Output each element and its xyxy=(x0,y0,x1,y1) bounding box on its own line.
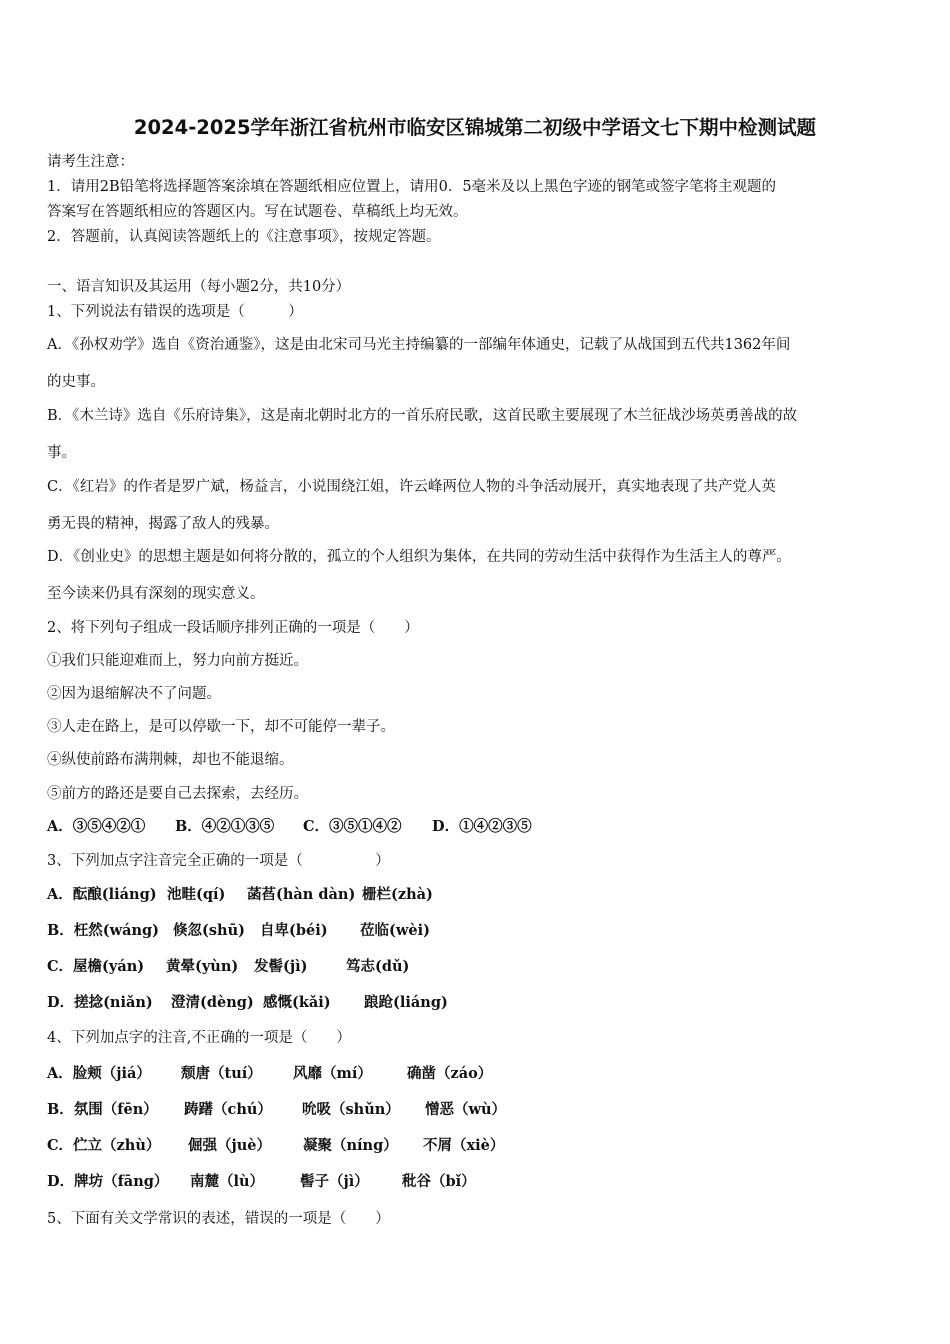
word: D．搓捻(niǎn) xyxy=(47,994,153,1011)
word: 池畦(qí) xyxy=(167,886,226,903)
question-stem: 3、下列加点字注音完全正确的一项是（ ） xyxy=(47,853,390,869)
option-line xyxy=(47,885,433,905)
question-stem: 1、下列说法有错误的选项是（ ） xyxy=(47,304,303,320)
word: 憎恶（wù） xyxy=(425,1101,507,1118)
word: 黄晕(yùn) xyxy=(166,958,239,975)
option-c: C．③⑤①④② xyxy=(303,818,402,835)
option-line xyxy=(47,1100,506,1120)
sentence-line: ④纵使前路布满荆棘，却也不能退缩。 xyxy=(47,752,294,768)
word: 踉跄(liáng) xyxy=(364,994,448,1011)
notice-line: 1．请用2B铅笔将选择题答案涂填在答题纸相应位置上，请用0．5毫米及以上黑色字迹的钢笔或签字笔将主观题的 xyxy=(47,179,777,195)
word: 莅临(wèi) xyxy=(360,922,430,939)
option-line: 勇无畏的精神，揭露了敌人的残暴。 xyxy=(47,516,279,532)
question-stem: 4、下列加点字的注音,不正确的一项是（ ） xyxy=(47,1030,351,1046)
word: 发髻(jì) xyxy=(254,958,308,975)
word: 风靡（mí） xyxy=(293,1065,372,1082)
word: 倔强（juè） xyxy=(188,1137,272,1154)
word: 笃志(dǔ) xyxy=(346,958,410,975)
sentence-line: ③人走在路上，是可以停歇一下，却不可能停一辈子。 xyxy=(47,719,395,735)
word: 澄清(dèng) xyxy=(171,994,254,1011)
notice-line: 答案写在答题纸相应的答题区内。写在试题卷、草稿纸上均无效。 xyxy=(47,204,468,220)
option-line xyxy=(47,1172,476,1192)
word: D．牌坊（fāng） xyxy=(47,1173,169,1190)
word: 吮吸（shǔn） xyxy=(302,1101,400,1118)
word: 髻子（jì） xyxy=(300,1173,369,1190)
word: 不屑（xiè） xyxy=(423,1137,505,1154)
word: B．氛围（fēn） xyxy=(47,1101,158,1118)
option-line: 至今读来仍具有深刻的现实意义。 xyxy=(47,586,265,602)
word: 确凿（záo） xyxy=(407,1065,493,1082)
question-stem: 5、下面有关文学常识的表述，错误的一项是（ ） xyxy=(47,1211,390,1227)
option-line xyxy=(47,993,448,1013)
option-line: B．《木兰诗》选自《乐府诗集》，这是南北朝时北方的一首乐府民歌，这首民歌主要展现了木兰征战沙场英勇善战的故 xyxy=(47,408,798,424)
question-stem: 2、将下列句子组成一段话顺序排列正确的一项是（ ） xyxy=(47,620,419,636)
page-title: 2024-2025学年浙江省杭州市临安区锦城第二初级中学语文七下期中检测试题 xyxy=(133,116,817,139)
option-line: D．《创业史》的思想主题是如何将分散的，孤立的个人组织为集体，在共同的劳动生活中获得作为生活主人的尊严。 xyxy=(47,549,791,565)
section-heading: 一、语言知识及其运用（每小题2分，共10分） xyxy=(47,279,351,295)
word: 菡萏(hàn dàn) xyxy=(247,886,356,903)
option-b: B．④②①③⑤ xyxy=(175,818,275,835)
notice-heading: 请考生注意： xyxy=(47,154,134,170)
option-line xyxy=(47,1064,492,1084)
option-d: D．①④②③⑤ xyxy=(432,818,532,835)
word: C．屋檐(yán) xyxy=(47,958,145,975)
word: A．脸颊（jiá） xyxy=(47,1065,151,1082)
sentence-line: ⑤前方的路还是要自己去探索，去经历。 xyxy=(47,786,308,802)
options-row xyxy=(47,817,532,837)
word: 栅栏(zhà) xyxy=(362,886,433,903)
option-line xyxy=(47,1136,504,1156)
option-line: 的史事。 xyxy=(47,374,105,390)
option-line: A．《孙权劝学》选自《资治通鉴》，这是由北宋司马光主持编纂的一部编年体通史，记载了从战国到五代共1362年间 xyxy=(47,337,791,353)
sentence-line: ①我们只能迎难而上，努力向前方挺近。 xyxy=(47,653,308,669)
notice-line: 2．答题前，认真阅读答题纸上的《注意事项》，按规定答题。 xyxy=(47,229,441,245)
option-line: C．《红岩》的作者是罗广斌，杨益言，小说围绕江姐，许云峰两位人物的斗争活动展开，真实地表现了共产党人英 xyxy=(47,479,776,495)
option-a: A．③⑤④②① xyxy=(47,818,146,835)
word: 南麓（lù） xyxy=(190,1173,265,1190)
sentence-line: ②因为退缩解决不了问题。 xyxy=(47,686,221,702)
option-line xyxy=(47,957,409,977)
word: 颓唐（tuí） xyxy=(181,1065,262,1082)
word: 凝聚（níng） xyxy=(303,1137,398,1154)
word: 秕谷（bǐ） xyxy=(402,1173,476,1190)
word: 倏忽(shū) xyxy=(173,922,245,939)
option-line xyxy=(47,921,430,941)
word: A．酝酿(liáng) xyxy=(47,886,157,903)
word: 自卑(béi) xyxy=(260,922,328,939)
option-line: 事。 xyxy=(47,445,76,461)
word: C．伫立（zhù） xyxy=(47,1137,161,1154)
word: B．枉然(wáng) xyxy=(47,922,160,939)
word: 感慨(kǎi) xyxy=(263,994,331,1011)
word: 踌躇（chú） xyxy=(184,1101,272,1118)
